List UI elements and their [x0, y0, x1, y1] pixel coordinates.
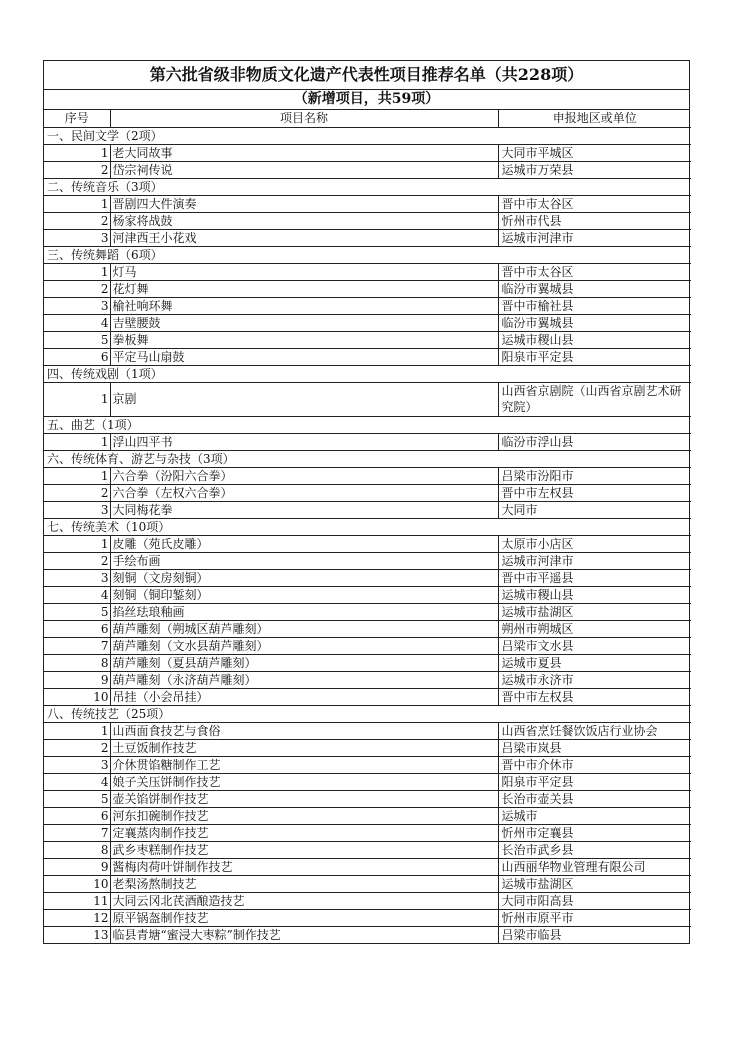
item-name: 河津西王小花戏 [110, 229, 498, 246]
item-name: 壶关馅饼制作技艺 [110, 790, 498, 807]
header-row [44, 110, 691, 127]
category-row [44, 705, 691, 722]
item-region: 忻州市原平市 [498, 909, 691, 926]
item-name: 浮山四平书 [110, 433, 498, 450]
item-number: 3 [44, 756, 110, 773]
item-number: 2 [44, 161, 110, 178]
category-label: 八、传统技艺（25项） [44, 705, 691, 722]
category-row [44, 416, 691, 433]
table-row [44, 688, 691, 705]
item-name: 河东扣碗制作技艺 [110, 807, 498, 824]
table-row [44, 280, 691, 297]
item-name: 岱宗祠传说 [110, 161, 498, 178]
item-region: 忻州市代县 [498, 212, 691, 229]
item-region: 大同市阳高县 [498, 892, 691, 909]
item-region: 临汾市浮山县 [498, 433, 691, 450]
item-number: 6 [44, 348, 110, 365]
item-number: 4 [44, 586, 110, 603]
item-number: 10 [44, 875, 110, 892]
item-name: 土豆饭制作技艺 [110, 739, 498, 756]
category-row [44, 365, 691, 382]
item-number: 8 [44, 654, 110, 671]
item-region: 太原市小店区 [498, 535, 691, 552]
document-title: 第六批省级非物质文化遗产代表性项目推荐名单（共228项） [44, 61, 689, 90]
table-row [44, 348, 691, 365]
table-row [44, 739, 691, 756]
item-number: 1 [44, 535, 110, 552]
item-name: 掐丝珐琅釉画 [110, 603, 498, 620]
item-name: 皮雕（苑氏皮雕） [110, 535, 498, 552]
item-name: 临县青塘“蜜浸大枣粽”制作技艺 [110, 926, 498, 943]
table-row [44, 790, 691, 807]
category-label: 六、传统体育、游艺与杂技（3项） [44, 450, 691, 467]
item-name: 杨家将战鼓 [110, 212, 498, 229]
table-row [44, 637, 691, 654]
category-label: 二、传统音乐（3项） [44, 178, 691, 195]
table-row [44, 569, 691, 586]
category-label: 七、传统美术（10项） [44, 518, 691, 535]
item-region: 运城市 [498, 807, 691, 824]
document-subtitle: （新增项目，共59项） [44, 90, 689, 110]
item-name: 葫芦雕刻（夏县葫芦雕刻） [110, 654, 498, 671]
category-label: 一、民间文学（2项） [44, 127, 691, 144]
item-number: 2 [44, 484, 110, 501]
item-number: 3 [44, 297, 110, 314]
item-name: 花灯舞 [110, 280, 498, 297]
item-number: 7 [44, 824, 110, 841]
item-number: 5 [44, 331, 110, 348]
header-region: 申报地区或单位 [498, 110, 691, 127]
item-region: 运城市稷山县 [498, 586, 691, 603]
item-region: 运城市稷山县 [498, 331, 691, 348]
item-region: 晋中市左权县 [498, 688, 691, 705]
category-label: 五、曲艺（1项） [44, 416, 691, 433]
item-number: 4 [44, 314, 110, 331]
table-row [44, 892, 691, 909]
item-number: 4 [44, 773, 110, 790]
table-row [44, 229, 691, 246]
item-region: 运城市河津市 [498, 552, 691, 569]
table-row [44, 756, 691, 773]
item-number: 6 [44, 620, 110, 637]
table-row [44, 331, 691, 348]
item-number: 1 [44, 467, 110, 484]
item-region: 运城市夏县 [498, 654, 691, 671]
item-name: 六合拳（汾阳六合拳） [110, 467, 498, 484]
table-row [44, 586, 691, 603]
item-name: 葫芦雕刻（文水县葫芦雕刻） [110, 637, 498, 654]
item-region: 山西省烹饪餐饮饭店行业协会 [498, 722, 691, 739]
category-row [44, 518, 691, 535]
item-region: 长治市壶关县 [498, 790, 691, 807]
item-number: 1 [44, 722, 110, 739]
table-row [44, 807, 691, 824]
item-name: 吊挂（小会吊挂） [110, 688, 498, 705]
item-region: 运城市盐湖区 [498, 875, 691, 892]
item-name: 定襄蒸肉制作技艺 [110, 824, 498, 841]
table-row [44, 858, 691, 875]
item-name: 葫芦雕刻（朔城区葫芦雕刻） [110, 620, 498, 637]
items-table [44, 110, 691, 943]
header-index: 序号 [44, 110, 110, 127]
item-number: 1 [44, 263, 110, 280]
item-name: 六合拳（左权六合拳） [110, 484, 498, 501]
item-name: 武乡枣糕制作技艺 [110, 841, 498, 858]
item-region: 晋中市太谷区 [498, 263, 691, 280]
item-region: 大同市平城区 [498, 144, 691, 161]
table-row [44, 654, 691, 671]
item-name: 拳板舞 [110, 331, 498, 348]
item-region: 朔州市朔城区 [498, 620, 691, 637]
category-label: 三、传统舞蹈（6项） [44, 246, 691, 263]
item-number: 8 [44, 841, 110, 858]
item-name: 平定马山扇鼓 [110, 348, 498, 365]
item-number: 3 [44, 569, 110, 586]
item-name: 榆社响环舞 [110, 297, 498, 314]
item-region: 晋中市左权县 [498, 484, 691, 501]
item-region: 临汾市翼城县 [498, 280, 691, 297]
item-region: 吕梁市岚县 [498, 739, 691, 756]
table-row [44, 161, 691, 178]
item-number: 3 [44, 229, 110, 246]
item-number: 1 [44, 144, 110, 161]
table-row [44, 433, 691, 450]
item-name: 京剧 [110, 382, 498, 416]
item-region: 运城市永济市 [498, 671, 691, 688]
item-region: 吕梁市文水县 [498, 637, 691, 654]
table-row [44, 484, 691, 501]
category-row [44, 450, 691, 467]
recommendation-list-table [43, 60, 690, 944]
item-number: 9 [44, 671, 110, 688]
item-name: 吉壁腰鼓 [110, 314, 498, 331]
item-number: 2 [44, 552, 110, 569]
item-region: 山西丽华物业管理有限公司 [498, 858, 691, 875]
item-name: 老大同故事 [110, 144, 498, 161]
table-row [44, 722, 691, 739]
category-row [44, 178, 691, 195]
item-number: 2 [44, 739, 110, 756]
item-name: 介休贯馅糖制作工艺 [110, 756, 498, 773]
item-region: 阳泉市平定县 [498, 348, 691, 365]
item-name: 葫芦雕刻（永济葫芦雕刻） [110, 671, 498, 688]
item-name: 大同云冈北芪酒酿造技艺 [110, 892, 498, 909]
table-row [44, 297, 691, 314]
table-row [44, 314, 691, 331]
table-row [44, 195, 691, 212]
item-region: 晋中市平遥县 [498, 569, 691, 586]
item-region: 吕梁市汾阳市 [498, 467, 691, 484]
table-row [44, 501, 691, 518]
item-region: 运城市盐湖区 [498, 603, 691, 620]
item-region: 晋中市太谷区 [498, 195, 691, 212]
item-number: 2 [44, 212, 110, 229]
item-name: 刻铜（文房刻铜） [110, 569, 498, 586]
item-number: 13 [44, 926, 110, 943]
item-number: 11 [44, 892, 110, 909]
item-number: 6 [44, 807, 110, 824]
item-name: 灯马 [110, 263, 498, 280]
item-region: 山西省京剧院（山西省京剧艺术研究院） [498, 382, 691, 416]
table-row [44, 841, 691, 858]
item-region: 吕梁市临县 [498, 926, 691, 943]
item-number: 5 [44, 603, 110, 620]
item-name: 大同梅花拳 [110, 501, 498, 518]
item-region: 阳泉市平定县 [498, 773, 691, 790]
item-number: 2 [44, 280, 110, 297]
item-region: 忻州市定襄县 [498, 824, 691, 841]
item-name: 晋剧四大件演奏 [110, 195, 498, 212]
table-row [44, 382, 691, 416]
item-name: 酱梅肉荷叶饼制作技艺 [110, 858, 498, 875]
table-row [44, 263, 691, 280]
item-region: 长治市武乡县 [498, 841, 691, 858]
table-row [44, 212, 691, 229]
item-number: 10 [44, 688, 110, 705]
category-row [44, 127, 691, 144]
table-row [44, 824, 691, 841]
table-row [44, 144, 691, 161]
header-name: 项目名称 [110, 110, 498, 127]
item-number: 5 [44, 790, 110, 807]
category-row [44, 246, 691, 263]
table-row [44, 875, 691, 892]
category-label: 四、传统戏剧（1项） [44, 365, 691, 382]
item-number: 1 [44, 195, 110, 212]
item-name: 原平锅盔制作技艺 [110, 909, 498, 926]
item-number: 3 [44, 501, 110, 518]
item-region: 运城市万荣县 [498, 161, 691, 178]
table-row [44, 926, 691, 943]
item-region: 大同市 [498, 501, 691, 518]
item-name: 娘子关压饼制作技艺 [110, 773, 498, 790]
table-row [44, 671, 691, 688]
item-number: 1 [44, 382, 110, 416]
item-region: 晋中市介休市 [498, 756, 691, 773]
item-number: 1 [44, 433, 110, 450]
item-region: 晋中市榆社县 [498, 297, 691, 314]
item-name: 老梨汤熬制技艺 [110, 875, 498, 892]
table-row [44, 909, 691, 926]
item-number: 9 [44, 858, 110, 875]
item-number: 7 [44, 637, 110, 654]
table-row [44, 552, 691, 569]
item-name: 山西面食技艺与食俗 [110, 722, 498, 739]
table-row [44, 773, 691, 790]
item-region: 临汾市翼城县 [498, 314, 691, 331]
table-row [44, 535, 691, 552]
table-row [44, 603, 691, 620]
table-row [44, 467, 691, 484]
item-region: 运城市河津市 [498, 229, 691, 246]
item-name: 手绘布画 [110, 552, 498, 569]
table-row [44, 620, 691, 637]
item-name: 刻铜（铜印錾刻） [110, 586, 498, 603]
item-number: 12 [44, 909, 110, 926]
